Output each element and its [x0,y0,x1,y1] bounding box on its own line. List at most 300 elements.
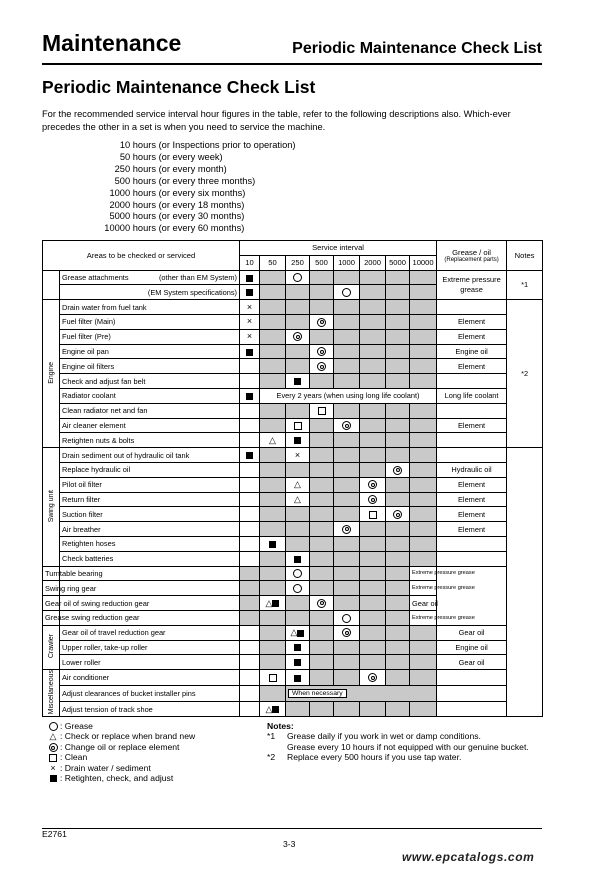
interval-desc: (or every six months) [156,187,246,198]
table-row [43,477,543,492]
note-key: *1 [267,731,276,742]
interval-cell [334,507,360,522]
interval-item [100,211,296,223]
interval-cell [240,462,260,477]
notes-block [267,721,529,763]
row-label: Adjust tension of track shoe [60,701,240,717]
filled-square-icon [272,706,279,713]
interval-cell [334,300,360,315]
interval-cell [410,418,437,433]
interval-list [100,140,296,235]
interval-cell [260,448,286,463]
row-label: Clean radiator net and fan [60,403,240,418]
double-circle-icon [393,510,402,519]
interval-col-10000: 10000 [410,255,437,270]
grease-oil-cell: Extreme pressure grease [410,581,437,596]
note-cell: *2 [507,300,543,448]
interval-cell [260,433,286,448]
interval-cell [286,670,310,686]
interval-cell [310,625,334,640]
table-row [43,388,543,403]
note-cell-blank [507,448,543,717]
circle-icon [342,288,351,297]
table-row [43,522,543,537]
filled-square-icon [297,630,304,637]
square-icon [46,752,60,762]
interval-cell [286,418,310,433]
square-icon [49,754,57,762]
triangle-icon [46,731,60,741]
interval-item [100,176,296,188]
grease-oil-cell: Gear oil [437,625,507,640]
table-row [43,462,543,477]
circle-icon [49,722,58,731]
interval-cell [410,655,437,670]
interval-cell [334,418,360,433]
table-row [43,344,543,359]
grease-oil-cell: Element [437,477,507,492]
interval-cell [360,462,386,477]
table-row [43,685,543,701]
interval-cell [410,300,437,315]
interval-cell [410,462,437,477]
interval-cell [334,448,360,463]
triangle-icon: △ [265,703,273,714]
interval-cell [260,566,286,581]
interval-cell [334,433,360,448]
interval-cell [260,507,286,522]
interval-cell [360,418,386,433]
interval-cell [240,359,260,374]
interval-cell [386,448,410,463]
legend-item [46,721,195,731]
filled-square-icon [246,289,253,296]
symbol-legend [46,721,195,783]
interval-item [100,152,296,164]
circle-icon [293,584,302,593]
interval-item [100,140,296,152]
interval-cell [360,625,386,640]
interval-cell [386,610,410,625]
interval-cell [286,285,310,300]
cross-icon [46,763,60,773]
interval-cell [240,374,260,389]
interval-hours: 50 hours [119,151,156,162]
grease-oil-cell: Engine oil [437,344,507,359]
interval-cell [260,640,286,655]
interval-cell [386,285,410,300]
filled-square-icon [246,452,253,459]
interval-cell [410,640,437,655]
interval-cell [334,625,360,640]
interval-cell [360,596,386,611]
interval-cell [386,596,410,611]
circle-icon [293,569,302,578]
filled-square-icon [294,675,301,682]
interval-cell [386,477,410,492]
interval-cell [360,522,386,537]
interval-cell [310,536,334,551]
circle-icon [46,721,60,731]
row-label: Radiator coolant [60,388,240,403]
interval-cell [310,270,334,285]
section-heading: Maintenance [42,30,182,56]
grease-attach-label: Grease attachments [62,272,129,282]
interval-cell [360,433,386,448]
interval-cell [360,477,386,492]
interval-cell [286,581,310,596]
interval-cell [386,374,410,389]
interval-cell [260,270,286,285]
interval-cell [334,581,360,596]
legend-label: : Check or replace when brand new [60,731,196,742]
grease-oil-cell [437,448,507,463]
interval-cell [386,507,410,522]
legend-label: : Drain water / sediment [60,762,151,773]
table-row [43,448,543,463]
doc-code: E2761 [42,829,67,839]
double-circle-icon [293,332,302,341]
interval-cell [240,581,260,596]
interval-cell [240,403,260,418]
note-line [267,752,529,762]
row-label: Check and adjust fan belt [60,374,240,389]
interval-cell [240,655,260,670]
interval-cell [386,359,410,374]
interval-cell [360,566,386,581]
interval-cell [260,403,286,418]
interval-cell [260,359,286,374]
grease-oil-cell: Element [437,418,507,433]
interval-cell [240,701,260,717]
table-row [43,670,543,686]
interval-col-500: 500 [310,255,334,270]
interval-cell [360,492,386,507]
interval-cell [334,314,360,329]
grease-oil-cell: Extreme pressure grease [410,610,437,625]
section-label-text: Swing unit [47,489,55,522]
interval-col-50: 50 [260,255,286,270]
interval-cell [334,270,360,285]
interval-cell [410,285,437,300]
interval-cell [410,492,437,507]
interval-cell [310,344,334,359]
interval-cell [410,551,437,566]
filled-square-icon [246,349,253,356]
table-row [43,640,543,655]
table-row [43,374,543,389]
grease-oil-cell [437,374,507,389]
interval-cell [334,403,360,418]
interval-cell [360,670,386,686]
interval-cell [334,285,360,300]
double-circle-icon [49,743,58,752]
double-circle-icon [342,421,351,430]
section-label-misc [43,670,60,717]
interval-cell [386,462,410,477]
table-row [43,270,543,285]
grease-oil-cell [437,670,507,686]
interval-cell [286,640,310,655]
when-necessary-cell [286,685,437,701]
interval-cell [334,701,360,717]
interval-cell [360,344,386,359]
interval-col-10: 10 [240,255,260,270]
double-circle-icon [317,347,326,356]
coolant-span-cell: Every 2 years (when using long life coolant) [260,388,437,403]
row-label: Gear oil of travel reduction gear [60,625,240,640]
interval-cell [310,300,334,315]
interval-desc: (or every 18 months) [156,199,245,210]
section-label-text: Crawler [47,634,55,659]
interval-cell [360,314,386,329]
triangle-icon: △ [294,479,301,490]
interval-cell [240,670,260,686]
interval-cell [386,492,410,507]
interval-cell [240,492,260,507]
topic-heading: Periodic Maintenance Check List [292,40,542,57]
footer-rule [42,828,542,829]
circle-icon [342,614,351,623]
interval-cell [240,448,260,463]
grease-oil-cell [437,536,507,551]
interval-cell [310,477,334,492]
interval-cell [310,522,334,537]
interval-cell [410,403,437,418]
interval-cell [360,581,386,596]
interval-cell [386,403,410,418]
note-line [267,742,529,752]
interval-cell [360,403,386,418]
note-line [267,731,529,741]
filled-square-icon [294,659,301,666]
interval-cell [386,270,410,285]
interval-cell [260,492,286,507]
interval-cell [260,418,286,433]
interval-cell [360,536,386,551]
interval-cell [410,522,437,537]
interval-cell [310,610,334,625]
cross-icon: × [246,301,253,312]
cross-icon: × [246,316,253,327]
interval-cell [286,403,310,418]
table-row [43,329,543,344]
interval-cell [310,329,334,344]
double-circle-icon [317,362,326,371]
interval-cell [386,640,410,655]
row-label-grease-attachments [60,270,240,285]
interval-item [100,164,296,176]
filled-square-icon [294,556,301,563]
legend-item [46,773,195,783]
grease-oil-cell [437,433,507,448]
interval-cell [286,270,310,285]
interval-cell [286,610,310,625]
interval-cell [334,477,360,492]
interval-cell [240,344,260,359]
row-label: Air breather [60,522,240,537]
table-row [43,625,543,640]
row-label: Suction filter [60,507,240,522]
legend-item [46,752,195,762]
double-circle-icon [342,628,351,637]
header-grease-oil: Grease / oil (Replacement parts) [437,241,507,271]
legend-label: : Clean [60,752,88,763]
interval-cell [240,477,260,492]
row-label: Drain sediment out of hydraulic oil tank [60,448,240,463]
interval-cell [240,270,260,285]
interval-cell [410,477,437,492]
interval-cell [286,655,310,670]
filled-square-icon [294,437,301,444]
interval-cell [310,581,334,596]
interval-cell [410,448,437,463]
grease-oil-cell: Element [437,359,507,374]
grease-oil-cell [437,551,507,566]
interval-cell [386,655,410,670]
interval-desc: (or every 60 months) [156,223,245,234]
section-label-engine [43,300,60,448]
interval-cell [286,374,310,389]
interval-cell [386,344,410,359]
interval-cell [286,359,310,374]
interval-cell [260,685,286,701]
interval-item [100,200,296,212]
interval-cell [240,418,260,433]
legend-label: : Retighten, check, and adjust [60,773,174,784]
interval-cell [310,285,334,300]
interval-cell [410,507,437,522]
interval-cell [334,551,360,566]
interval-cell [386,418,410,433]
interval-cell [310,418,334,433]
interval-cell [360,374,386,389]
table-row [43,551,543,566]
note-cell: *1 [507,270,543,300]
interval-cell [386,522,410,537]
section-label-text: Engine [47,361,55,384]
interval-cell [410,329,437,344]
interval-cell [334,536,360,551]
interval-desc: (or Inspections prior to operation) [156,140,296,150]
interval-cell [240,329,260,344]
interval-col-2000: 2000 [360,255,386,270]
filled-square-icon [246,275,253,282]
interval-cell [334,374,360,389]
grease-oil-cell: Engine oil [437,640,507,655]
table-row [43,403,543,418]
interval-cell [334,462,360,477]
filled-square-icon [46,773,60,783]
interval-cell [310,701,334,717]
row-label: Air conditioner [60,670,240,686]
triangle-icon: △ [49,731,57,742]
cross-icon: × [246,331,253,342]
interval-cell [386,581,410,596]
interval-cell [286,701,310,717]
interval-cell [360,655,386,670]
interval-cell [334,655,360,670]
interval-cell [240,314,260,329]
interval-cell [260,285,286,300]
interval-cell [260,596,286,611]
interval-cell [260,344,286,359]
page-number: 3-3 [283,839,296,849]
interval-cell [240,285,260,300]
interval-cell [310,462,334,477]
square-icon [269,674,277,682]
check-list-table [42,240,543,717]
interval-cell [260,670,286,686]
filled-square-icon [246,393,253,400]
row-label: Upper roller, take-up roller [60,640,240,655]
filled-square-icon [272,600,279,607]
interval-cell [360,701,386,717]
row-label: Engine oil pan [60,344,240,359]
interval-cell [260,655,286,670]
interval-desc: (or every month) [156,163,227,174]
interval-cell [334,359,360,374]
interval-cell [410,701,437,717]
note-text: Replace every 500 hours if you use tap water. [287,752,462,763]
interval-cell [386,329,410,344]
interval-cell [240,640,260,655]
interval-col-250: 250 [286,255,310,270]
interval-hours: 10 hours [119,140,156,150]
interval-cell [334,522,360,537]
interval-cell [240,507,260,522]
interval-cell [360,640,386,655]
interval-cell [240,625,260,640]
interval-cell [286,329,310,344]
interval-cell [360,270,386,285]
interval-cell [260,300,286,315]
row-label: Replace hydraulic oil [60,462,240,477]
interval-cell [286,300,310,315]
square-icon [294,422,302,430]
interval-item [100,188,296,200]
grease-oil-cell: Element [437,329,507,344]
table-row [43,536,543,551]
interval-cell [310,374,334,389]
triangle-icon: △ [294,493,301,504]
interval-hours: 500 hours [114,175,156,186]
grease-oil-cell [437,685,507,701]
interval-cell [260,462,286,477]
section-cell-blank [43,270,60,300]
interval-desc: (or every 30 months) [156,211,245,222]
table-row [43,610,543,625]
interval-cell [386,625,410,640]
interval-hours: 5000 hours [109,211,156,222]
interval-hours: 10000 hours [104,223,156,234]
interval-cell [360,329,386,344]
notes-heading: Notes: [267,721,294,731]
note-text: Grease daily if you work in wet or damp conditions. [287,731,481,742]
interval-cell [334,566,360,581]
double-circle-icon [317,318,326,327]
section-label-crawler [43,625,60,669]
legend-item [46,742,195,752]
interval-cell [410,433,437,448]
interval-cell [260,610,286,625]
row-label: Lower roller [60,655,240,670]
legend-label: : Grease [60,721,93,731]
grease-oil-cell: Extreme pressure grease [437,270,507,300]
interval-cell [310,314,334,329]
grease-oil-cell: Gear oil [437,655,507,670]
interval-cell [410,374,437,389]
